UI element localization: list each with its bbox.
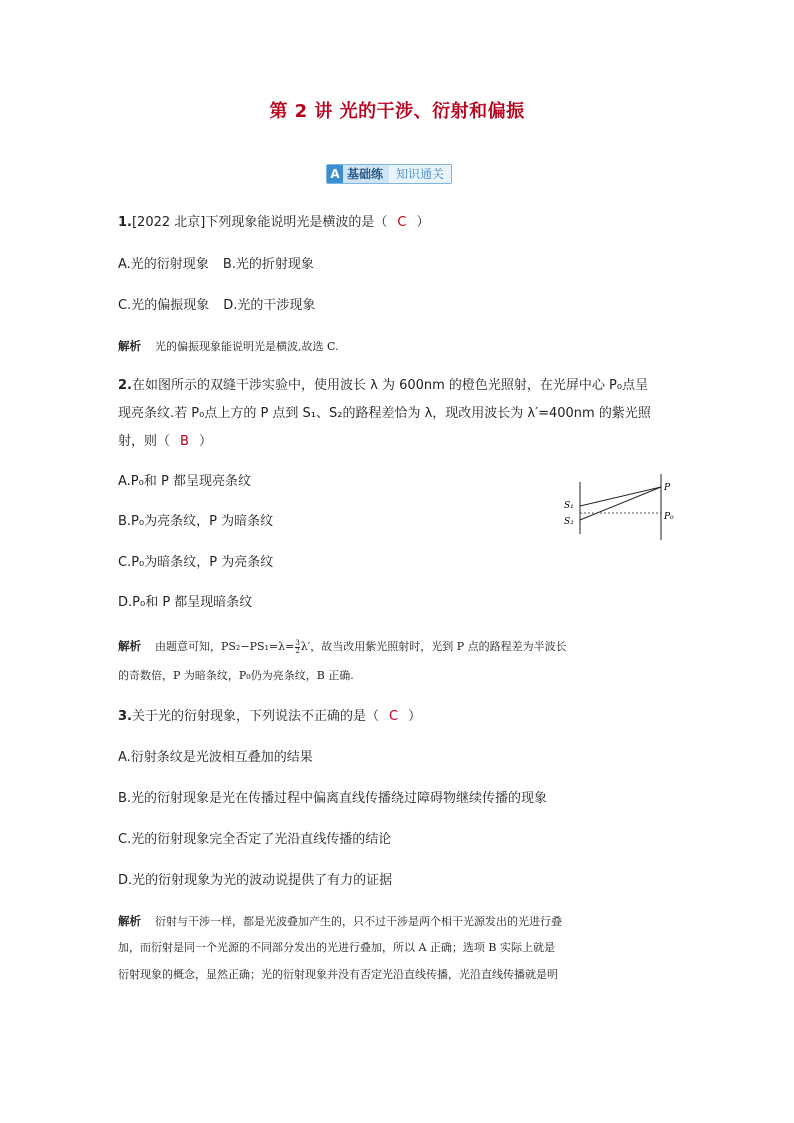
badge-main: 基础练 (343, 165, 389, 183)
q3-stem (118, 708, 421, 726)
q2-line-2: 现亮条纹.若 P₀点上方的 P 点到 S₁、S₂的路程差恰为 λ，现改用波长为 λ′=400nm 的紫光照 (118, 406, 651, 421)
q3-option-b: B.光的衍射现象是光在传播过程中偏离直线传播绕过障碍物继续传播的现象 (118, 791, 548, 806)
q1-options-cd (118, 297, 315, 315)
label-p0: P₀ (664, 512, 674, 522)
q1-expl-text: 光的偏振现象能说明光是横波,故选 C. (155, 340, 339, 353)
q3-option-a: A.衍射条纹是光波相互叠加的结果 (118, 750, 313, 765)
q2-expl-tag: 解析 (118, 639, 141, 653)
badge-letter: A (327, 165, 343, 183)
q1-option-b: B.光的折射现象 (222, 257, 314, 272)
label-s2: S₂ (564, 517, 574, 527)
q2-frac-den: 2 (295, 646, 300, 655)
q2-expl1-a: 由题意可知，PS₂−PS₁=λ= (155, 640, 295, 653)
q2-number: 2. (118, 378, 132, 393)
q1-stem-text: [2022 北京]下列现象能说明光是横波的是（ (131, 215, 388, 230)
q2-line-1 (118, 377, 648, 395)
q1-option-a: A.光的衍射现象 (118, 257, 209, 272)
q2-frac-num: 3 (295, 638, 300, 647)
q1-answer: C (397, 215, 407, 230)
q1-close: ） (416, 215, 430, 230)
q3-number: 3. (118, 709, 132, 724)
q1-expl-tag: 解析 (118, 339, 141, 353)
q3-explanation-1 (118, 913, 562, 930)
section-badge (326, 164, 452, 184)
q3-expl1-text: 衍射与干涉一样，都是光波叠加产生的，只不过干涉是两个相干光源发出的光进行叠 (155, 915, 562, 928)
badge-sub: 知识通关 (389, 165, 451, 183)
label-s1: S₁ (564, 501, 574, 511)
q3-close: ） (408, 709, 422, 724)
q2-option-a: A.P₀和 P 都呈现亮条纹 (118, 474, 251, 489)
q3-explanation-3: 衍射现象的概念，显然正确；光的衍射现象并没有否定光沿直线传播，光沿直线传播就是明 (118, 968, 558, 981)
q2-option-d: D.P₀和 P 都呈现暗条纹 (118, 595, 253, 610)
q3-option-c: C.光的衍射现象完全否定了光沿直线传播的结论 (118, 832, 392, 847)
q2-option-c: C.P₀为暗条纹，P 为亮条纹 (118, 555, 274, 570)
q2-close: ） (198, 434, 212, 449)
label-p: P (664, 483, 671, 493)
q1-option-d: D.光的干涉现象 (223, 298, 316, 313)
q3-expl-tag: 解析 (118, 914, 141, 928)
q2-answer: B (180, 434, 189, 449)
q1-option-c: C.光的偏振现象 (118, 298, 210, 313)
q2-line3-text: 射，则（ (118, 434, 171, 449)
q3-answer: C (389, 709, 399, 724)
q2-line1-text: 在如图所示的双缝干涉实验中，使用波长 λ 为 600nm 的橙色光照射，在光屏中心 P₀点呈 (131, 378, 649, 393)
q1-stem (118, 214, 429, 232)
q1-number: 1. (118, 215, 132, 230)
q2-fraction (295, 640, 299, 655)
q3-stem-text: 关于光的衍射现象，下列说法不正确的是（ (131, 709, 379, 724)
q2-explanation-1 (118, 638, 567, 655)
q1-options-ab (118, 256, 314, 274)
q2-option-b: B.P₀为亮条纹，P 为暗条纹 (118, 514, 274, 529)
page-title: 第 2 讲 光的干涉、衍射和偏振 (269, 101, 525, 122)
q2-line-3 (118, 433, 212, 451)
q3-explanation-2: 加，而衍射是同一个光源的不同部分发出的光进行叠加，所以 A 正确；选项 B 实际上就是 (118, 941, 556, 954)
q1-explanation (118, 338, 339, 355)
q3-option-d: D.光的衍射现象为光的波动说提供了有力的证据 (118, 873, 393, 888)
q2-expl1-b: λ′，故当改用紫光照射时，光到 P 点的路程差为半波长 (300, 640, 567, 653)
q2-explanation-2: 的奇数倍，P 为暗条纹，P₀仍为亮条纹，B 正确. (118, 669, 354, 682)
double-slit-diagram (560, 472, 690, 544)
